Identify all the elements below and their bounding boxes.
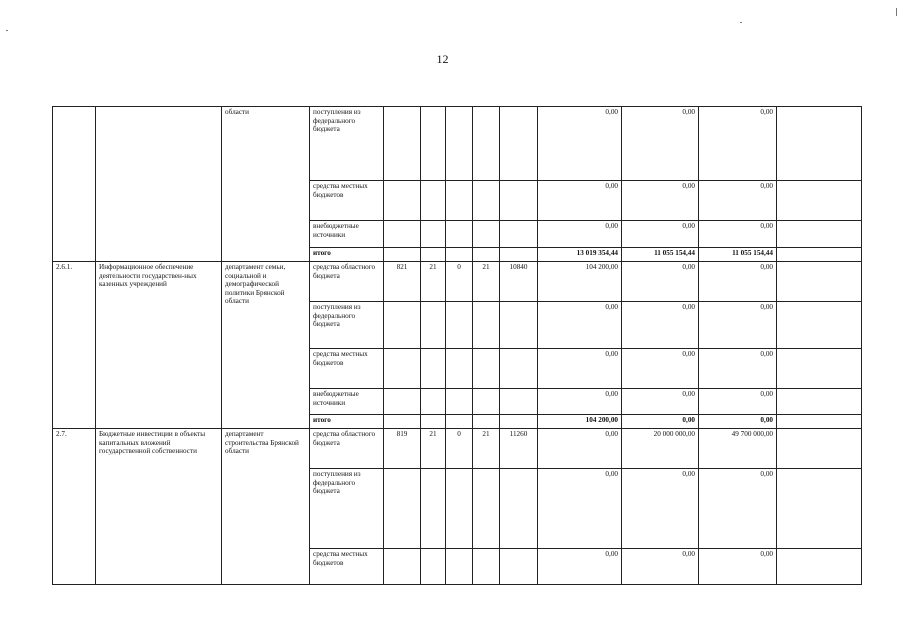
cell-code — [473, 389, 500, 415]
cell-code — [500, 389, 538, 415]
cell-empty — [777, 549, 862, 585]
cell-amount-year3: 0,00 — [699, 389, 777, 415]
cell-amount-year3: 0,00 — [699, 415, 777, 429]
cell-amount-year2: 0,00 — [622, 181, 699, 221]
cell-code — [384, 415, 421, 429]
cell-amount-year1: 104 200,00 — [538, 262, 622, 302]
cell-code — [421, 221, 446, 248]
cell-amount-year3: 0,00 — [699, 349, 777, 389]
cell-empty — [777, 302, 862, 349]
cell-code — [384, 389, 421, 415]
cell-code: 11260 — [500, 429, 538, 469]
cell-code — [446, 302, 473, 349]
cell-empty — [777, 262, 862, 302]
cell-funding-source: итого — [310, 248, 384, 262]
cell-funding-source: внебюджетные источники — [310, 221, 384, 248]
cell-code — [384, 469, 421, 549]
cell-amount-year2: 0,00 — [622, 415, 699, 429]
cell-code — [473, 415, 500, 429]
budget-table — [52, 106, 862, 585]
cell-number — [53, 107, 96, 262]
cell-amount-year2: 0,00 — [622, 302, 699, 349]
cell-number: 2.7. — [53, 429, 96, 585]
cell-code — [500, 107, 538, 181]
cell-number: 2.6.1. — [53, 262, 96, 429]
cell-code — [500, 302, 538, 349]
cell-amount-year3: 0,00 — [699, 549, 777, 585]
cell-amount-year1: 104 200,00 — [538, 415, 622, 429]
cell-amount-year3: 0,00 — [699, 262, 777, 302]
scan-speck — [6, 30, 8, 31]
cell-executor: области — [222, 107, 310, 262]
cell-funding-source: поступления из федерального бюджета — [310, 469, 384, 549]
cell-funding-source: средства местных бюджетов — [310, 549, 384, 585]
cell-amount-year1: 0,00 — [538, 221, 622, 248]
cell-code: 0 — [446, 429, 473, 469]
cell-amount-year1: 0,00 — [538, 181, 622, 221]
table-row — [53, 107, 862, 181]
cell-code — [500, 349, 538, 389]
cell-code — [421, 415, 446, 429]
cell-code — [384, 349, 421, 389]
cell-code: 10840 — [500, 262, 538, 302]
cell-code — [421, 469, 446, 549]
cell-code — [473, 221, 500, 248]
cell-code — [421, 549, 446, 585]
cell-code — [421, 349, 446, 389]
cell-funding-source: внебюджетные источники — [310, 389, 384, 415]
cell-code — [384, 181, 421, 221]
cell-activity-name: Бюджетные инвестиции в объекты капитальных вложений государственной собственности — [96, 429, 222, 585]
cell-amount-year2: 0,00 — [622, 549, 699, 585]
cell-empty — [777, 349, 862, 389]
cell-code — [500, 221, 538, 248]
cell-amount-year1: 13 019 354,44 — [538, 248, 622, 262]
cell-empty — [777, 248, 862, 262]
cell-code — [384, 549, 421, 585]
table-row — [53, 429, 862, 469]
cell-activity-name: Информационное обеспечение деятельности государствен-ных казенных учреждений — [96, 262, 222, 429]
cell-amount-year2: 20 000 000,00 — [622, 429, 699, 469]
cell-code: 21 — [473, 429, 500, 469]
cell-funding-source: поступления из федерального бюджета — [310, 302, 384, 349]
cell-empty — [777, 415, 862, 429]
cell-code — [446, 181, 473, 221]
cell-amount-year3: 0,00 — [699, 302, 777, 349]
cell-amount-year1: 0,00 — [538, 302, 622, 349]
cell-funding-source: средства местных бюджетов — [310, 349, 384, 389]
cell-code — [446, 248, 473, 262]
cell-code — [500, 469, 538, 549]
cell-amount-year1: 0,00 — [538, 429, 622, 469]
cell-code: 819 — [384, 429, 421, 469]
cell-code — [446, 469, 473, 549]
cell-code: 21 — [421, 262, 446, 302]
cell-code — [473, 107, 500, 181]
cell-amount-year2: 0,00 — [622, 107, 699, 181]
cell-funding-source: поступления из федерального бюджета — [310, 107, 384, 181]
cell-code — [473, 349, 500, 389]
cell-code — [384, 107, 421, 181]
cell-code: 0 — [446, 262, 473, 302]
cell-code — [421, 302, 446, 349]
cell-code: 21 — [473, 262, 500, 302]
cell-code — [446, 221, 473, 248]
page-number: 12 — [436, 52, 449, 66]
cell-amount-year3: 0,00 — [699, 181, 777, 221]
cell-amount-year3: 0,00 — [699, 221, 777, 248]
cell-amount-year3: 11 055 154,44 — [699, 248, 777, 262]
cell-code — [446, 415, 473, 429]
cell-funding-source: средства областного бюджета — [310, 429, 384, 469]
cell-code — [446, 107, 473, 181]
cell-code — [473, 248, 500, 262]
cell-amount-year2: 0,00 — [622, 469, 699, 549]
cell-empty — [777, 107, 862, 181]
cell-code — [446, 549, 473, 585]
cell-empty — [777, 469, 862, 549]
cell-code — [421, 107, 446, 181]
scan-speck — [740, 22, 742, 23]
cell-amount-year3: 0,00 — [699, 107, 777, 181]
cell-code — [473, 549, 500, 585]
cell-code — [500, 181, 538, 221]
table-row — [53, 262, 862, 302]
cell-amount-year2: 0,00 — [622, 389, 699, 415]
cell-empty — [777, 181, 862, 221]
cell-code — [421, 389, 446, 415]
cell-code — [446, 349, 473, 389]
cell-code — [473, 469, 500, 549]
cell-amount-year2: 0,00 — [622, 262, 699, 302]
cell-amount-year3: 49 700 000,00 — [699, 429, 777, 469]
cell-activity-name — [96, 107, 222, 262]
cell-executor: департамент семьи, социальной и демографической политики Брянской области — [222, 262, 310, 429]
cell-amount-year2: 0,00 — [622, 221, 699, 248]
cell-empty — [777, 389, 862, 415]
cell-funding-source: итого — [310, 415, 384, 429]
cell-amount-year3: 0,00 — [699, 469, 777, 549]
cell-funding-source: средства местных бюджетов — [310, 181, 384, 221]
scan-speck — [896, 8, 897, 16]
cell-code — [384, 221, 421, 248]
cell-executor: департамент строительства Брянской области — [222, 429, 310, 585]
cell-code — [446, 389, 473, 415]
cell-amount-year1: 0,00 — [538, 349, 622, 389]
cell-code — [384, 302, 421, 349]
cell-code: 21 — [421, 429, 446, 469]
cell-empty — [777, 429, 862, 469]
cell-code — [384, 248, 421, 262]
cell-amount-year1: 0,00 — [538, 469, 622, 549]
cell-amount-year1: 0,00 — [538, 549, 622, 585]
cell-code — [500, 549, 538, 585]
cell-funding-source: средства областного бюджета — [310, 262, 384, 302]
cell-code — [500, 248, 538, 262]
cell-amount-year1: 0,00 — [538, 107, 622, 181]
cell-code — [473, 302, 500, 349]
cell-amount-year2: 0,00 — [622, 349, 699, 389]
cell-code: 821 — [384, 262, 421, 302]
cell-code — [421, 248, 446, 262]
cell-amount-year2: 11 055 154,44 — [622, 248, 699, 262]
cell-code — [473, 181, 500, 221]
cell-amount-year1: 0,00 — [538, 389, 622, 415]
cell-code — [500, 415, 538, 429]
cell-empty — [777, 221, 862, 248]
cell-code — [421, 181, 446, 221]
